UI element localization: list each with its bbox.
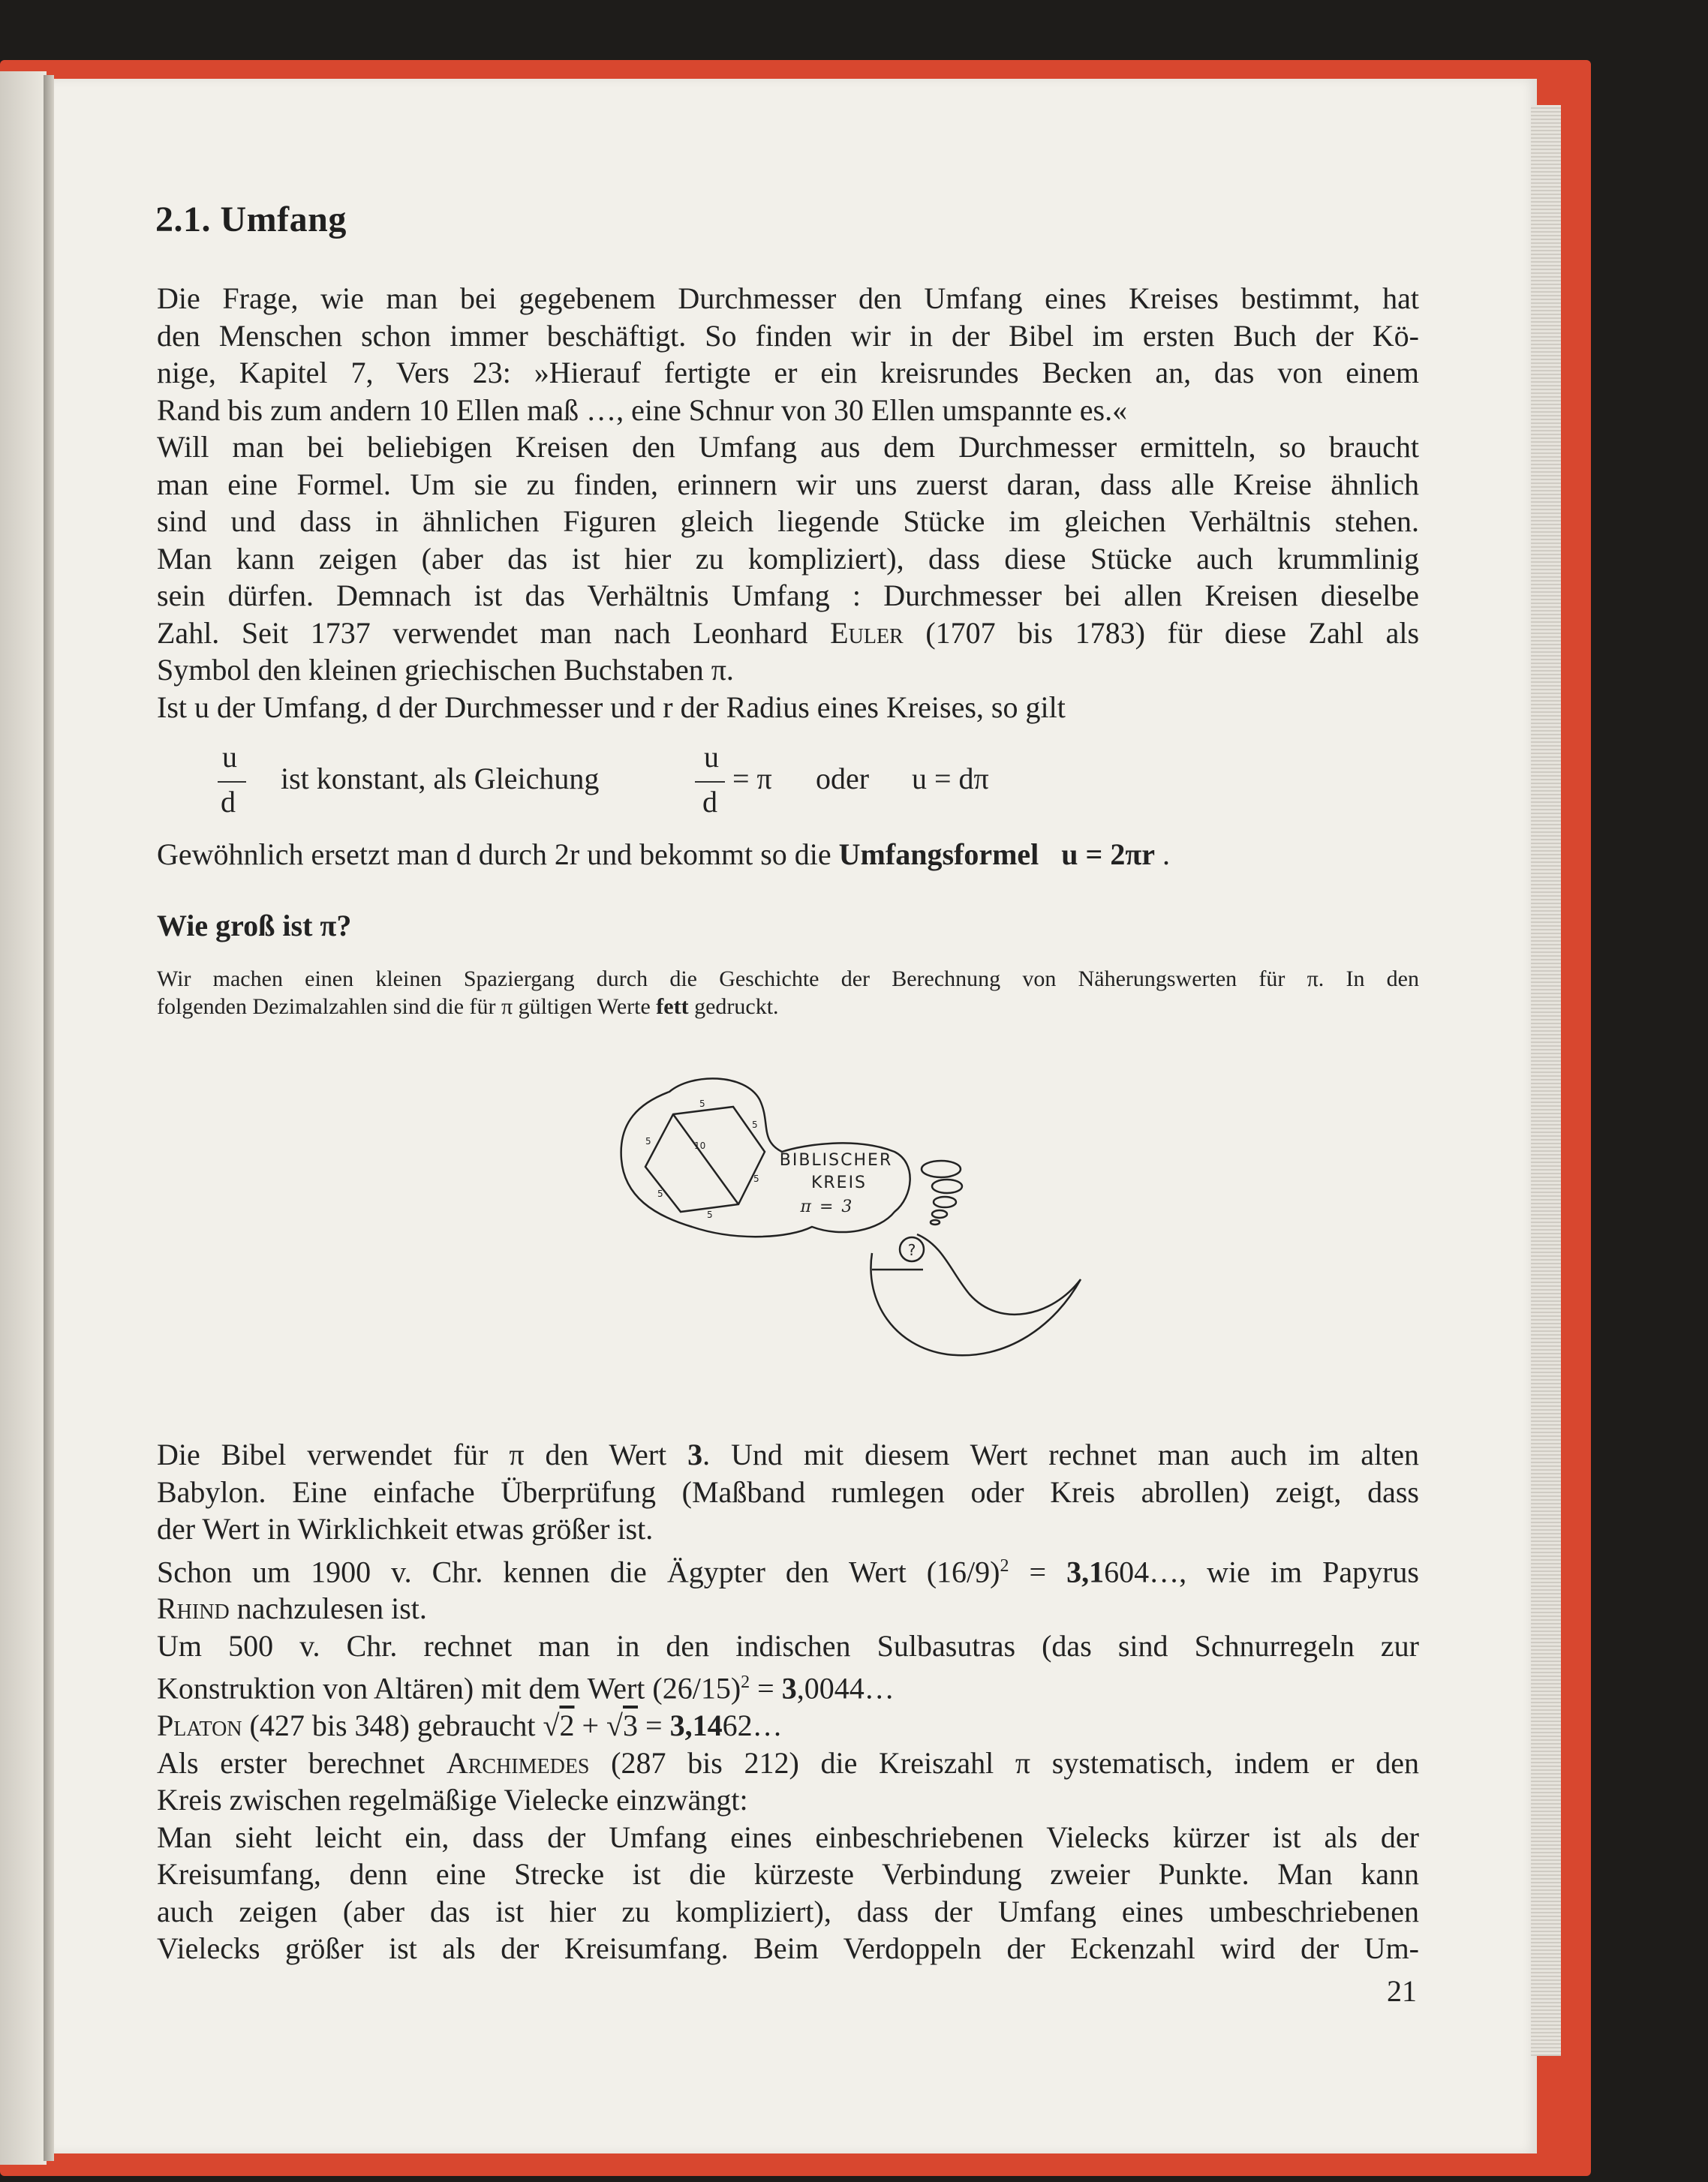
side-label: 5 bbox=[645, 1136, 651, 1147]
text-line: der Wert in Wirklichkeit etwas größer ist. bbox=[157, 1512, 654, 1546]
fraction-numerator: u bbox=[222, 740, 237, 774]
section-title: 2.1. Umfang bbox=[155, 200, 347, 239]
text-line: folgenden Dezimalzahlen sind die für π gültigen Werte fett gedruckt. bbox=[157, 994, 779, 1019]
page-fore-edge bbox=[1531, 105, 1561, 2056]
bubble-text: π = 3 bbox=[800, 1198, 854, 1216]
umfangsformel: u = 2πr bbox=[1061, 837, 1155, 871]
text-line: Zahl. Seit 1737 verwendet man nach Leonhard Euler (1707 bis 1783) für diese Zahl als bbox=[157, 615, 1420, 650]
question-mark-icon: ? bbox=[907, 1241, 916, 1259]
text-line: sind und dass in ähnlichen Figuren gleich liegende Stücke im gleichen Verhältnis stehen. bbox=[157, 504, 1419, 538]
fraction-denominator: d bbox=[702, 785, 717, 819]
book-gutter bbox=[44, 75, 54, 2161]
umfangsformel-label: Umfangsformel bbox=[838, 837, 1039, 871]
text-line: Rhind nachzulesen ist. bbox=[157, 1591, 427, 1626]
text-line: Will man bei beliebigen Kreisen den Umfang aus dem Durchmesser ermitteln, so braucht bbox=[157, 430, 1419, 464]
diameter-line bbox=[673, 1114, 738, 1204]
creature-body bbox=[871, 1234, 1081, 1355]
bubble-text: KREIS bbox=[810, 1174, 868, 1192]
subheading: Wie groß ist π? bbox=[157, 909, 352, 942]
text-line: sein dürfen. Demnach ist das Verhältnis Umfang : Durchmesser bei allen Kreisen dieselbe bbox=[157, 579, 1419, 612]
fraction-bar bbox=[218, 781, 246, 783]
text-line: Wir machen einen kleinen Spaziergang durch die Geschichte der Berechnung von Näherungswerten für π. In den bbox=[157, 966, 1419, 991]
intro-small-text bbox=[157, 965, 1419, 1020]
text-line: Ist u der Umfang, d der Durchmesser und r der Radius eines Kreises, so gilt bbox=[157, 690, 1066, 724]
side-label: 5 bbox=[752, 1120, 758, 1130]
fraction-numerator: u bbox=[704, 740, 719, 774]
page-number: 21 bbox=[1387, 1974, 1417, 2008]
thought-bubble-dot bbox=[931, 1220, 940, 1225]
side-label: 5 bbox=[753, 1174, 759, 1184]
text-line: Platon (427 bis 348) gebraucht √2 + √3 = 3,1462… bbox=[157, 1709, 783, 1743]
side-label: 5 bbox=[707, 1210, 713, 1220]
formula-equation: u = dπ bbox=[912, 762, 989, 795]
fraction-denominator: d bbox=[221, 785, 236, 819]
fraction-bar bbox=[695, 781, 725, 783]
text-line: Um 500 v. Chr. rechnet man in den indischen Sulbasutras (das sind Schnurregeln zur bbox=[157, 1628, 1419, 1663]
text-line: Die Bibel verwendet für π den Wert 3. Und mit diesem Wert rechnet man auch im alten bbox=[157, 1438, 1419, 1471]
paragraph-bible bbox=[157, 280, 1419, 726]
text-line: Als erster berechnet Archimedes (287 bis 212) die Kreiszahl π systematisch, indem er den bbox=[157, 1745, 1419, 1780]
formula-text: ist konstant, als Gleichung bbox=[281, 762, 600, 795]
text-line: Vielecks größer ist als der Kreisumfang. Beim Verdoppeln der Eckenzahl wird der Um- bbox=[157, 1931, 1419, 1966]
diameter-label: 10 bbox=[694, 1141, 706, 1151]
text-line: Symbol den kleinen griechischen Buchstaben π. bbox=[157, 653, 734, 687]
euler-name: Euler bbox=[830, 615, 904, 650]
formula-equation: = π bbox=[732, 762, 772, 795]
left-page-edge bbox=[0, 71, 47, 2165]
text-line: Man kann zeigen (aber das ist hier zu kompliziert), dass diese Stücke auch krummlinig bbox=[157, 541, 1419, 576]
side-label: 5 bbox=[657, 1189, 663, 1199]
text-line: man eine Formel. Um sie zu finden, erinnern wir uns zuerst daran, dass alle Kreise ähnlich bbox=[157, 467, 1419, 501]
thought-bubble-dot bbox=[932, 1210, 947, 1218]
side-label: 5 bbox=[699, 1099, 705, 1109]
text-line: Konstruktion von Altären) mit dem Wert $(26/15)^2$ = 3,0044… bbox=[157, 1671, 895, 1706]
thought-bubble-dot bbox=[922, 1161, 961, 1177]
bubble-text: BIBLISCHER bbox=[779, 1151, 893, 1170]
text-line: Babylon. Eine einfache Überprüfung (Maßband rumlegen oder Kreis abrollen) zeigt, dass bbox=[157, 1474, 1419, 1509]
text-line: auch zeigen (aber das ist hier zu kompliziert), dass der Umfang eines umbeschriebenen bbox=[157, 1894, 1419, 1928]
text-line: Schon um 1900 v. Chr. kennen die Ägypter den Wert $(16/9)^2$ = 3,1604…, wie im Papyrus bbox=[157, 1554, 1420, 1588]
text-line: Kreis zwischen regelmäßige Vielecke einzwängt: bbox=[157, 1783, 748, 1817]
thought-bubble-dot bbox=[934, 1197, 956, 1207]
text-line: den Menschen schon immer beschäftigt. So finden wir in der Bibel im ersten Buch der Kö- bbox=[157, 318, 1419, 353]
umfangsformel-line: Gewöhnlich ersetzt man d durch 2r und bekommt so die Umfangsformel u = 2πr . bbox=[157, 837, 1170, 871]
thought-bubble-dot bbox=[932, 1180, 962, 1193]
text-line: Rand bis zum andern 10 Ellen maß …, eine Schnur von 30 Ellen umspannte es.« bbox=[157, 392, 1128, 427]
text-line: nige, Kapitel 7, Vers 23: »Hierauf fertigte er ein kreisrundes Becken an, das von einem bbox=[157, 356, 1419, 389]
text-line: Kreisumfang, denn eine Strecke ist die kürzeste Verbindung zweier Punkte. Man kann bbox=[157, 1857, 1419, 1892]
text-line: Man sieht leicht ein, dass der Umfang eines einbeschriebenen Vielecks kürzer ist als der bbox=[157, 1820, 1419, 1854]
text-line: Die Frage, wie man bei gegebenem Durchmesser den Umfang eines Kreises bestimmt, hat bbox=[157, 281, 1419, 315]
paragraph-history bbox=[157, 1436, 1419, 1967]
biblical-circle-illustration bbox=[609, 1069, 1105, 1392]
formula-oder: oder bbox=[816, 762, 870, 795]
